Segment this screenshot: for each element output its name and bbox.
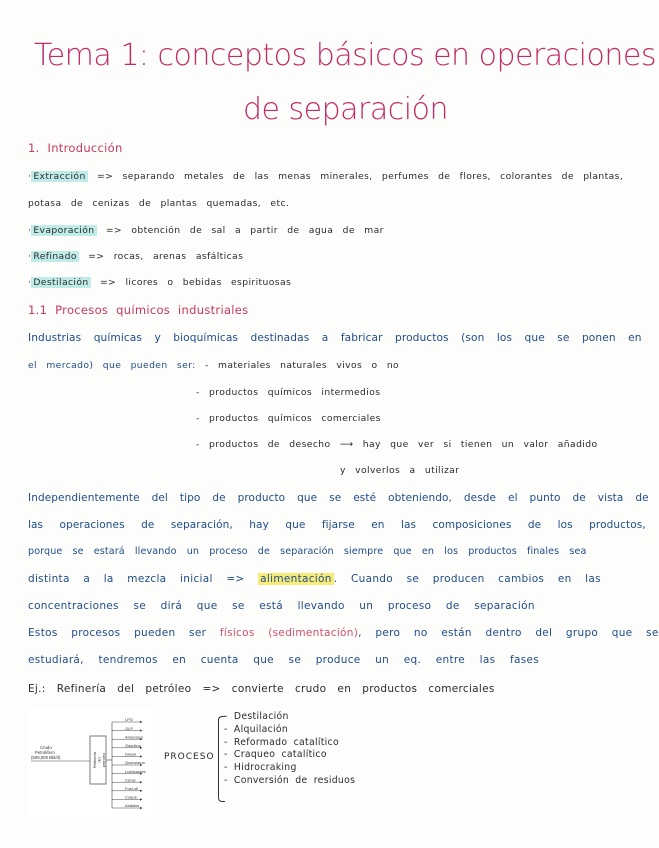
term-destilacion: Destilación — [33, 277, 89, 288]
diagram-output-label: Fuel-oil — [125, 786, 139, 791]
diagram-output-label: Queroseno — [125, 760, 145, 766]
proceso-label: PROCESO — [164, 752, 215, 762]
para-line1: Independientemente del tipo de producto que se esté obteniendo, desde el punto de vista de — [28, 492, 649, 504]
intro-item-extraccion — [28, 171, 623, 182]
proceso-item: - Craqueo catalítico — [224, 749, 327, 761]
diagram-output-label: LPG — [125, 717, 134, 723]
bullet: · — [28, 225, 32, 236]
proceso-item: - Conversión de residuos — [224, 774, 356, 786]
proceso-list — [224, 711, 355, 788]
page-title-line1: Tema 1: conceptos básicos en operaciones — [34, 38, 656, 73]
highlight-alimentacion: alimentación — [260, 573, 332, 585]
intro-text: => rocas, arenas asfálticas — [78, 251, 244, 262]
para-line6-b: , pero no están dentro del grupo que se — [358, 627, 659, 639]
diagram-output-label: Asfaltos — [125, 803, 140, 809]
diagram-output-label: Coque — [125, 794, 137, 800]
diagram-input-line1: Crudo — [40, 745, 52, 750]
intro-item-evaporacion — [28, 225, 384, 236]
diagram-box-line3: petróleo — [101, 752, 106, 768]
diagram-output-label: Lubricantes — [125, 768, 146, 774]
intro-item-refinado — [28, 251, 243, 262]
diagram-output-label: Diesel — [125, 751, 137, 757]
term-refinado: Refinado — [33, 251, 77, 262]
intro-item-destilacion — [28, 277, 291, 288]
proceso-item: - Destilación — [224, 711, 289, 722]
para-line4 — [28, 573, 601, 585]
industry-line1: Industrias químicas y bioquímicas destinadas a fabricar productos (son los que se ponen en — [28, 332, 642, 344]
arrow-icon: ⟶ — [339, 439, 354, 450]
fisicos-sedimentacion: físicos (sedimentación) — [219, 627, 359, 639]
valor-anadido-text: hay que ver si tienen un valor añadido — [362, 439, 598, 450]
diagram-output-label: Ceras — [125, 777, 136, 783]
intro-item-extraccion-cont: potasa de cenizas de plantas quemadas, etc. — [28, 198, 290, 209]
diagram-input-line3: (500,000 Bbl/d) — [31, 755, 61, 760]
term-evaporacion: Evaporación — [33, 225, 95, 236]
term-extraccion: Extracción — [33, 171, 86, 182]
diagram-output-label: Amoníaco — [125, 734, 144, 740]
section-heading-procesos: 1.1 Procesos químicos industriales — [28, 303, 249, 317]
industry-line2 — [28, 360, 399, 371]
page-title-line2: de separación — [243, 92, 448, 127]
para-line2: las operaciones de separación, hay que fijarse en las composiciones de los productos, — [28, 519, 646, 531]
diagram-box-line1: Refinería — [92, 751, 97, 769]
para-line7: estudiará, tendremos en cuenta que se produce un eq. entre las fases — [28, 654, 540, 666]
industry-item-comerciales: - productos químicos comerciales — [196, 413, 381, 424]
intro-text: => licores o bebidas espirituosas — [90, 277, 292, 288]
proceso-item: - Hidrocraking — [224, 762, 297, 774]
industry-item-desecho-cont: y volverlos a utilizar — [340, 465, 460, 476]
desecho-text: - productos de desecho — [196, 439, 331, 450]
diagram-output-label: Gasolina — [125, 743, 141, 748]
diagram-output-label: GLP — [125, 725, 134, 731]
intro-text: => obtención de sal a partir de agua de mar — [96, 225, 384, 236]
refinery-diagram — [28, 708, 158, 816]
intro-text: => separando metales de las menas minerales, perfumes de flores, colorantes de plantas, — [87, 171, 624, 182]
para-line5: concentraciones se dirá que se está llevando un proceso de separación — [28, 600, 535, 612]
bullet: · — [28, 251, 32, 262]
proceso-item: - Alquilación — [224, 723, 289, 735]
industry-item-desecho — [196, 439, 598, 450]
industry-line2-text: el mercado) que pueden ser: — [28, 360, 196, 371]
industry-item-intermedios: - productos químicos intermedios — [196, 387, 381, 398]
diagram-input-line2: Petrolífero — [35, 750, 55, 755]
para-line4-b: . Cuando se producen cambios en las — [333, 573, 601, 585]
para-line3: porque se estará llevando un proceso de separación siempre que en los productos finales sea — [28, 546, 587, 557]
example-refineria: Ej.: Refinería del petróleo => convierte crudo en productos comerciales — [28, 683, 495, 695]
proceso-item: - Reformado catalítico — [224, 736, 339, 748]
para-line6 — [28, 627, 659, 639]
industry-item-materiales: - materiales naturales vivos o no — [204, 360, 400, 371]
para-line6-a: Estos procesos pueden ser — [28, 627, 207, 639]
section-heading-introduccion: 1. Introducción — [28, 141, 123, 155]
diagram-box-line2: del — [96, 757, 102, 763]
bullet: · — [28, 171, 32, 182]
bullet: · — [28, 277, 32, 288]
para-line4-a: distinta a la mezcla inicial => — [28, 573, 245, 585]
